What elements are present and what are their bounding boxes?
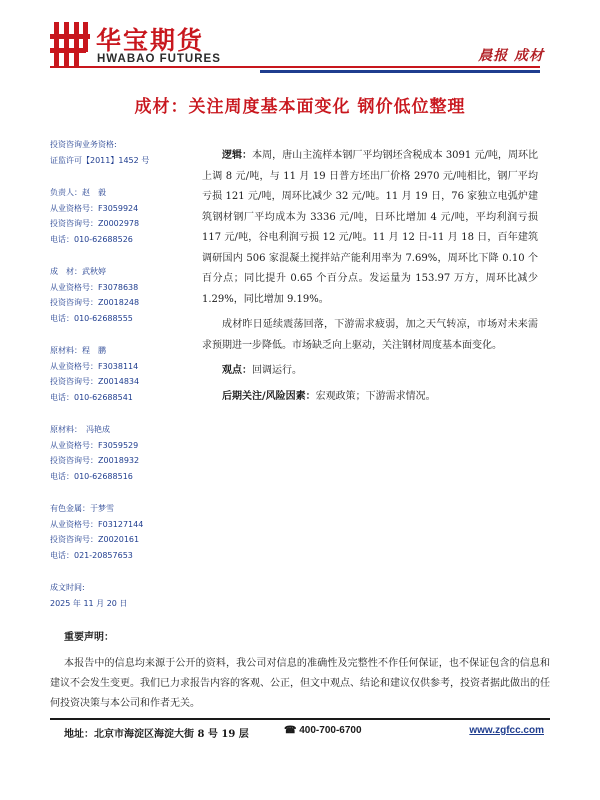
analyst-consult-id: 投资咨询号：Z0018932: [50, 456, 140, 465]
analyst-consult-id: 投资咨询号：Z0014834: [50, 377, 140, 386]
analyst-practice-id: 从业资格号：F03127144: [50, 519, 144, 529]
analyst-block: [50, 422, 190, 484]
analyst-consult-id: 投资咨询号：Z0018248: [50, 298, 140, 307]
company-logo: [50, 20, 240, 72]
logic-paragraph: [202, 146, 538, 310]
footer-address: 地址：北京市海淀区海淀大街 8 号 19 层: [64, 729, 249, 740]
analyst-role: 原材料： 冯艳成: [50, 425, 110, 434]
header-blue-rule: [260, 70, 540, 73]
report-body: [202, 146, 538, 412]
view-text: 回调运行。: [252, 365, 302, 376]
footer: [50, 723, 550, 741]
analyst-sidebar: [50, 137, 190, 628]
analyst-block: [50, 185, 190, 247]
footer-rule: [50, 718, 550, 720]
analyst-block: [50, 264, 190, 326]
analyst-phone: 电话：010-62688516: [50, 471, 133, 481]
analyst-role: 成 材：武秋婷: [50, 267, 106, 276]
analyst-role: 原材料：程 鹏: [50, 346, 106, 355]
logo-english-name: HWABAO FUTURES: [97, 53, 221, 65]
analyst-consult-id: 投资咨询号：Z0002978: [50, 219, 140, 228]
risk-label: 后期关注/风险因素：: [222, 390, 316, 402]
logo-chinese-name: 华宝期货: [96, 26, 205, 55]
analyst-practice-id: 从业资格号：F3038114: [50, 361, 139, 371]
analyst-phone: 电话：010-62688526: [50, 234, 133, 244]
view-paragraph: [202, 361, 538, 382]
analyst-phone: 电话：021-20857653: [50, 550, 133, 560]
analyst-practice-id: 从业资格号：F3059924: [50, 203, 139, 213]
footer-website-link[interactable]: www.zgfcc.com: [469, 725, 544, 736]
analyst-role: 有色金属：于梦雪: [50, 504, 114, 513]
qualification-label: 投资咨询业务资格:: [50, 140, 117, 149]
market-paragraph: 成材昨日延续震荡回落，下游需求疲弱，加之天气转凉，市场对未来需求预期进一步降低。市场缺乏向上驱动，关注钢材周度基本面变化。: [202, 319, 538, 351]
date-value: 2025 年 11 月 20 日: [50, 598, 128, 608]
analyst-block: [50, 501, 190, 563]
date-label: 成文时间:: [50, 583, 85, 592]
analyst-phone: 电话：010-62688555: [50, 313, 133, 323]
qualification-license: 证监许可【2011】1452 号: [50, 155, 150, 165]
footer-phone: [284, 725, 362, 736]
date-block: [50, 580, 190, 611]
disclaimer-body: 本报告中的信息均来源于公开的资料，我公司对信息的准确性及完整性不作任何保证，也不保证包含的信息和建议不会发生变更。我们已力求报告内容的客观、公正，但文中观点、结论和建议仅供参考，投资者据此做出的任何投资决策与本公司和作者无关。: [50, 658, 550, 709]
report-title: 成材：关注周度基本面变化 钢价低位整理: [134, 97, 466, 117]
analyst-practice-id: 从业资格号：F3078638: [50, 282, 139, 292]
logic-text: 本周，唐山主流样本钢厂平均钢坯含税成本 3091 元/吨，周环比上调 8 元/吨，与 11 月 19 日普方坯出厂价格 2970 元/吨相比，钢厂平均亏损 121 元/吨，周环比减少 32 元/吨。11 月 19 日，76 家独立电弧炉建筑钢材钢厂平均成本为 3336 元/吨，日环比增加 4 元/吨，平均利润亏损 117 元/吨，谷电利润亏损 12 元/吨。11 月 12 日-11 月 18 日，百年建筑调研国内 506 家混凝土搅拌站产能利用率为 7.69%，周环比下降 0.10 个百分点；同比提升 0.65 个百分点。发运量为 153.97 万方，周环比减少 1.29%，同比增加 9.19%。: [202, 150, 539, 305]
disclaimer-section: [50, 628, 550, 714]
analyst-practice-id: 从业资格号：F3059529: [50, 440, 139, 450]
analyst-phone: 电话：010-62688541: [50, 392, 133, 402]
analyst-consult-id: 投资咨询号：Z0020161: [50, 535, 140, 544]
risk-paragraph: [202, 387, 538, 408]
risk-text: 宏观政策；下游需求情况。: [315, 390, 436, 402]
report-type-tag: 晨报 成材: [478, 48, 544, 64]
qualification-block: [50, 137, 190, 168]
disclaimer-title: 重要声明：: [64, 632, 114, 643]
hwabao-logo-icon: [50, 20, 90, 68]
analyst-role: 负责人：赵 毅: [50, 188, 106, 197]
header-red-rule: [50, 66, 540, 68]
phone-icon: ☎: [284, 725, 297, 736]
analyst-block: [50, 343, 190, 405]
logic-label: 逻辑：: [222, 150, 253, 161]
footer-phone-number: 400-700-6700: [299, 725, 362, 736]
view-label: 观点：: [222, 365, 252, 376]
